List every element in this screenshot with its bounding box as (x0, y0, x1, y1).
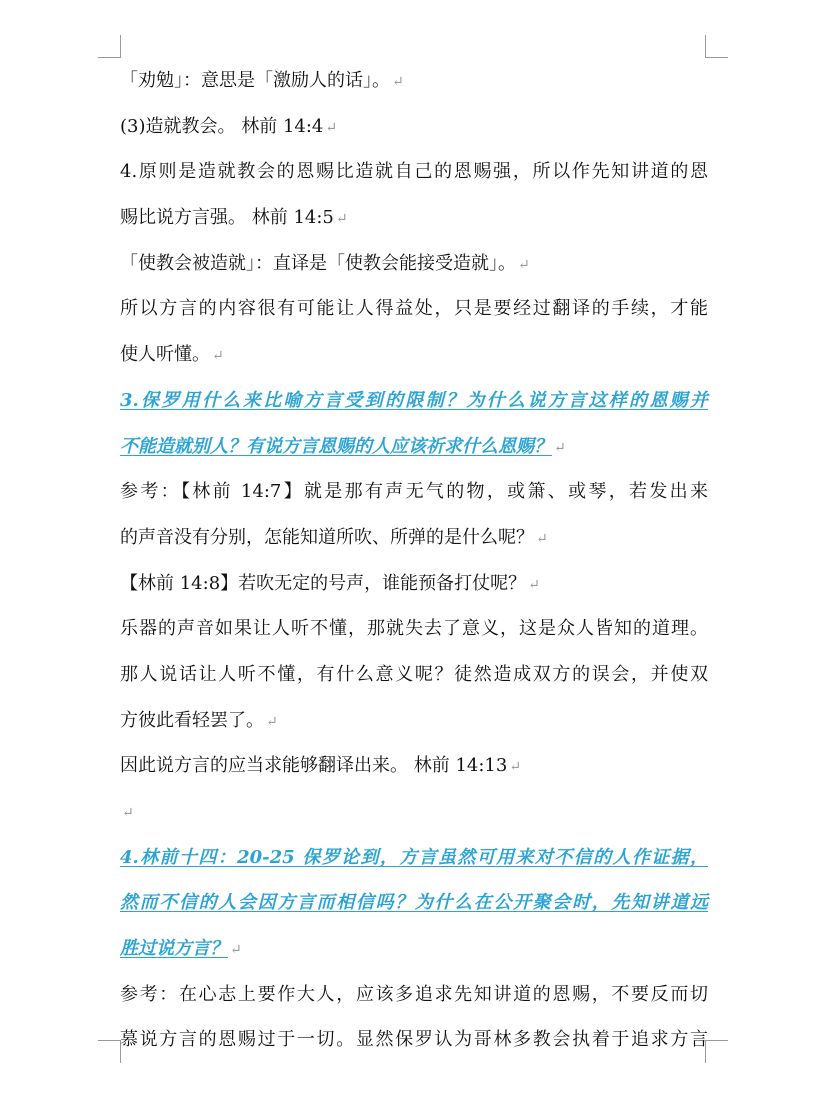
paragraph-mark-icon: ↵ (122, 805, 134, 821)
question-line: 3.保罗用什么来比喻方言受到的限制？为什么说方言这样的恩赐并 (120, 389, 708, 411)
paragraph-mark-icon: ↵ (509, 759, 522, 776)
paragraph-text: (3)造就教会。 林前 14:4 (120, 115, 324, 137)
question-text: 不能造就别人？有说方言恩赐的人应该祈求什么恩赐？ (120, 435, 552, 457)
paragraph-mark-icon: ↵ (518, 256, 530, 273)
paragraph-text: 使人听懂。 (120, 344, 210, 366)
document-body[interactable] (120, 58, 708, 1063)
paragraph-mark-icon: ↵ (554, 439, 566, 456)
paragraph-mark-icon: ↵ (266, 713, 278, 730)
text-line (120, 104, 708, 150)
text-line: 参考：在心志上要作大人，应该多追求先知讲道的恩赐，不要反而切 (120, 983, 708, 1005)
paragraph-text: 的声音没有分别，怎能知道所吹、所弹的是什么呢？ (120, 526, 534, 548)
paragraph-mark-icon: ↵ (230, 942, 242, 959)
paragraph-text: 「使教会被造就」：直译是「使教会能接受造就」。 (120, 252, 516, 274)
text-line (120, 789, 708, 835)
paragraph-text: 「劝勉」：意思是「激励人的话」。 (120, 70, 390, 91)
paragraph-mark-icon: ↵ (392, 74, 404, 90)
text-line: 4.原则是造就教会的恩赐比造就自己的恩赐强，所以作先知讲道的恩 (120, 161, 708, 183)
text-line (120, 195, 708, 241)
paragraph-text: 【林前 14:8】若吹无定的号声，谁能预备打仗呢？ (120, 572, 527, 594)
page-corner-mark-bottom-right (705, 1040, 728, 1063)
text-line (120, 698, 708, 744)
text-line (120, 561, 708, 607)
question-line: 然而不信的人会因方言而相信吗？为什么在公开聚会时，先知讲道远 (120, 892, 708, 914)
question-line (120, 926, 708, 972)
text-line (120, 241, 708, 287)
paragraph-text: 因此说方言的应当求能够翻译出来。 林前 14:13 (120, 755, 508, 777)
paragraph-mark-icon: ↵ (325, 119, 338, 136)
text-line (120, 332, 708, 378)
text-line (120, 515, 708, 561)
text-line: 所以方言的内容很有可能让人得益处，只是要经过翻译的手续，才能 (120, 298, 708, 320)
page-corner-mark-bottom-left (98, 1040, 121, 1063)
paragraph-mark-icon: ↵ (528, 576, 540, 593)
question-line (120, 424, 708, 470)
paragraph-text: 赐比说方言强。 林前 14:5 (120, 207, 334, 229)
paragraph-text: 方彼此看轻罢了。 (120, 709, 264, 731)
text-line: 参考：【林前 14:7】就是那有声无气的物，或箫、或琴，若发出来 (120, 481, 708, 503)
paragraph-mark-icon: ↵ (536, 530, 548, 547)
text-line (120, 743, 708, 789)
text-line: 那人说话让人听不懂，有什么意义呢？徒然造成双方的误会，并使双 (120, 663, 708, 685)
question-text: 胜过说方言？ (120, 938, 228, 960)
text-line: 乐器的声音如果让人听不懂，那就失去了意义，这是众人皆知的道理。 (120, 618, 708, 640)
text-line: 慕说方言的恩赐过于一切。显然保罗认为哥林多教会执着于追求方言 (120, 1029, 708, 1051)
page-corner-mark-top-left (98, 35, 121, 58)
text-line (120, 58, 708, 104)
page-corner-mark-top-right (705, 35, 728, 58)
paragraph-mark-icon: ↵ (212, 348, 224, 365)
question-line: 4.林前十四：20-25 保罗论到，方言虽然可用来对不信的人作证据， (120, 846, 708, 868)
paragraph-mark-icon: ↵ (335, 211, 348, 228)
